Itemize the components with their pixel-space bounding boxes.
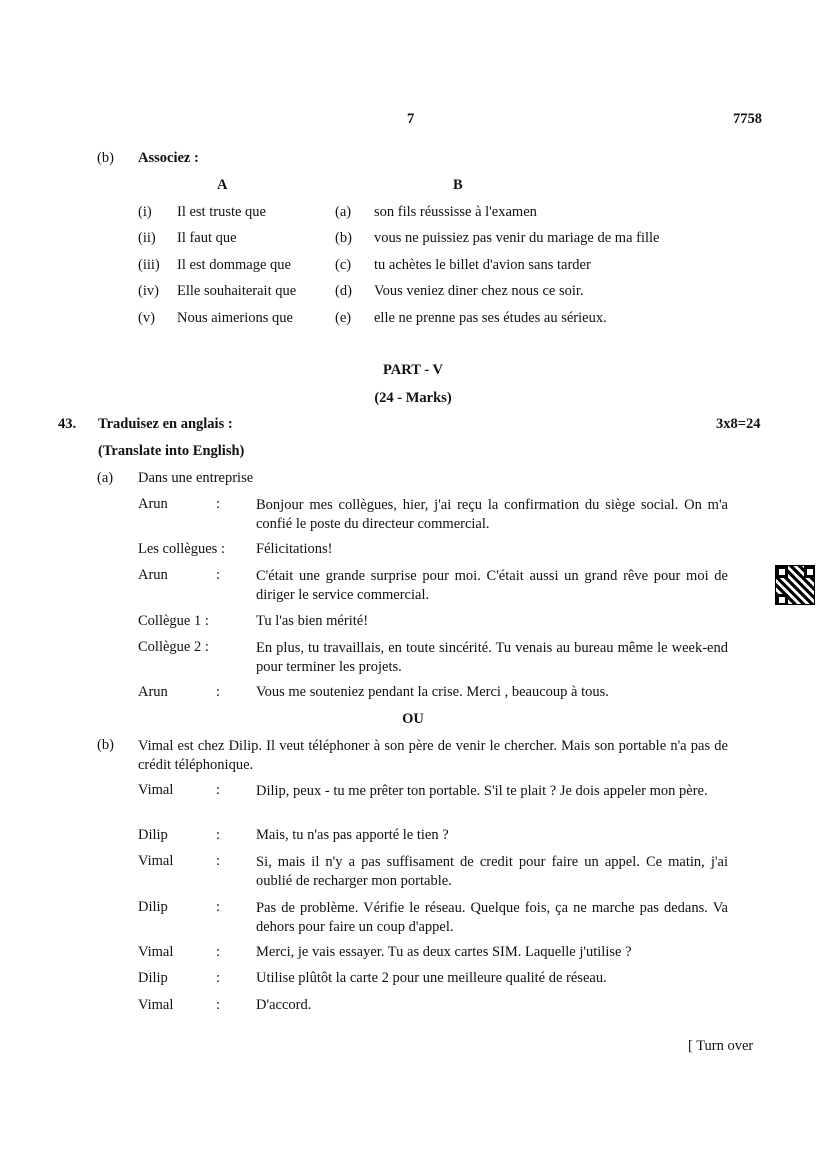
match-b-number: (b)	[335, 230, 352, 246]
dialogue-separator: :	[216, 827, 221, 843]
dialogue-line: D'accord.	[256, 997, 312, 1013]
qr-code-icon	[775, 565, 815, 605]
question-title: Traduisez en anglais :	[98, 416, 233, 432]
dialogue-line: Vous me souteniez pendant la crise. Merci , beaucoup à tous.	[256, 684, 609, 700]
dialogue-line: Tu l'as bien mérité!	[256, 613, 369, 629]
dialogue-separator: :	[216, 684, 221, 700]
dialogue-speaker: Vimal	[138, 853, 174, 869]
dialogue-line: C'était une grande surprise pour moi. C'était aussi un grand rêve pour moi de diriger le service commercial.	[256, 568, 728, 603]
match-b-number: (a)	[335, 204, 352, 220]
dialogue-separator: :	[216, 970, 221, 986]
dialogue-speaker: Dilip	[138, 970, 168, 986]
question-number: 43.	[58, 416, 77, 432]
dialogue-speaker: Arun	[138, 567, 168, 583]
match-a-number: (i)	[138, 204, 152, 220]
dialogue-line: Dilip, peux - tu me prêter ton portable. S'il te plait ? Je dois appeler mon père.	[256, 783, 708, 799]
dialogue-separator: :	[216, 782, 221, 798]
match-b-text: Vous veniez diner chez nous ce soir.	[374, 283, 584, 299]
dialogue-speaker: Collègue 2 :	[138, 639, 209, 655]
dialogue-speaker: Les collègues :	[138, 541, 225, 557]
dialogue-separator: :	[216, 944, 221, 960]
match-b-number: (e)	[335, 310, 352, 326]
dialogue-line: Pas de problème. Vérifie le réseau. Quelque fois, ça ne marche pas dedans. Va dehors pour faire un coup d'appel.	[256, 900, 728, 935]
dialogue-separator: :	[216, 899, 221, 915]
dialogue-speaker: Vimal	[138, 944, 174, 960]
match-b-text: tu achètes le billet d'avion sans tarder	[374, 257, 591, 273]
dialogue-separator: :	[216, 567, 221, 583]
dialogue-speaker: Dilip	[138, 827, 168, 843]
match-a-number: (ii)	[138, 230, 156, 246]
match-b-text: son fils réussisse à l'examen	[374, 204, 537, 220]
subquestion-label: (b)	[97, 737, 114, 753]
dialogue-line: En plus, tu travaillais, en toute sincérité. Tu venais au bureau même le week-end pour terminer les projets.	[256, 640, 728, 675]
match-b-text: vous ne puissiez pas venir du mariage de ma fille	[374, 230, 660, 246]
paper-code: 7758	[733, 111, 762, 127]
turn-over-note: [ Turn over	[688, 1038, 754, 1054]
dialogue-line: Utilise plûtôt la carte 2 pour une meilleure qualité de réseau.	[256, 970, 607, 986]
dialogue-line: Félicitations!	[256, 541, 333, 557]
match-a-number: (iii)	[138, 257, 160, 273]
dialogue-speaker: Dilip	[138, 899, 168, 915]
question-subtitle: (Translate into English)	[98, 443, 245, 459]
dialogue-speaker: Vimal	[138, 782, 174, 798]
match-b-number: (d)	[335, 283, 352, 299]
dialogue-line: Si, mais il n'y a pas suffisament de credit pour faire un appel. Ce matin, j'ai oublié de recharger mon portable.	[256, 854, 728, 889]
match-b-text: elle ne prenne pas ses études au sérieux.	[374, 310, 607, 326]
match-a-text: Elle souhaiterait que	[177, 283, 297, 299]
dialogue-intro: Dans une entreprise	[138, 470, 254, 486]
question-label: (b)	[97, 150, 114, 166]
column-a-heading: A	[217, 177, 228, 193]
match-a-text: Il est dommage que	[177, 257, 291, 273]
part-title: PART - V	[383, 362, 443, 378]
match-a-text: Il faut que	[177, 230, 237, 246]
dialogue-speaker: Arun	[138, 496, 168, 512]
match-a-number: (iv)	[138, 283, 159, 299]
column-b-heading: B	[453, 177, 463, 193]
page-number: 7	[407, 111, 415, 127]
subquestion-label: (a)	[97, 470, 114, 486]
question-title: Associez :	[138, 150, 199, 166]
match-b-number: (c)	[335, 257, 352, 273]
match-a-text: Il est truste que	[177, 204, 266, 220]
dialogue-separator: :	[216, 853, 221, 869]
dialogue-separator: :	[216, 997, 221, 1013]
dialogue-speaker: Arun	[138, 684, 168, 700]
question-marks: 3x8=24	[716, 416, 761, 432]
or-separator: OU	[402, 711, 424, 727]
dialogue-speaker: Vimal	[138, 997, 174, 1013]
match-a-number: (v)	[138, 310, 155, 326]
dialogue-line: Bonjour mes collègues, hier, j'ai reçu la confirmation du siège social. On m'a confié le poste du directeur commercial.	[256, 497, 728, 532]
dialogue-line: Mais, tu n'as pas apporté le tien ?	[256, 827, 449, 843]
part-marks: (24 - Marks)	[374, 390, 452, 406]
dialogue-separator: :	[216, 496, 221, 512]
dialogue-speaker: Collègue 1 :	[138, 613, 209, 629]
match-a-text: Nous aimerions que	[177, 310, 293, 326]
dialogue-line: Merci, je vais essayer. Tu as deux cartes SIM. Laquelle j'utilise ?	[256, 944, 632, 960]
dialogue-intro: Vimal est chez Dilip. Il veut téléphoner à son père de venir le chercher. Mais son portable n'a pas de crédit téléphonique.	[138, 738, 728, 773]
